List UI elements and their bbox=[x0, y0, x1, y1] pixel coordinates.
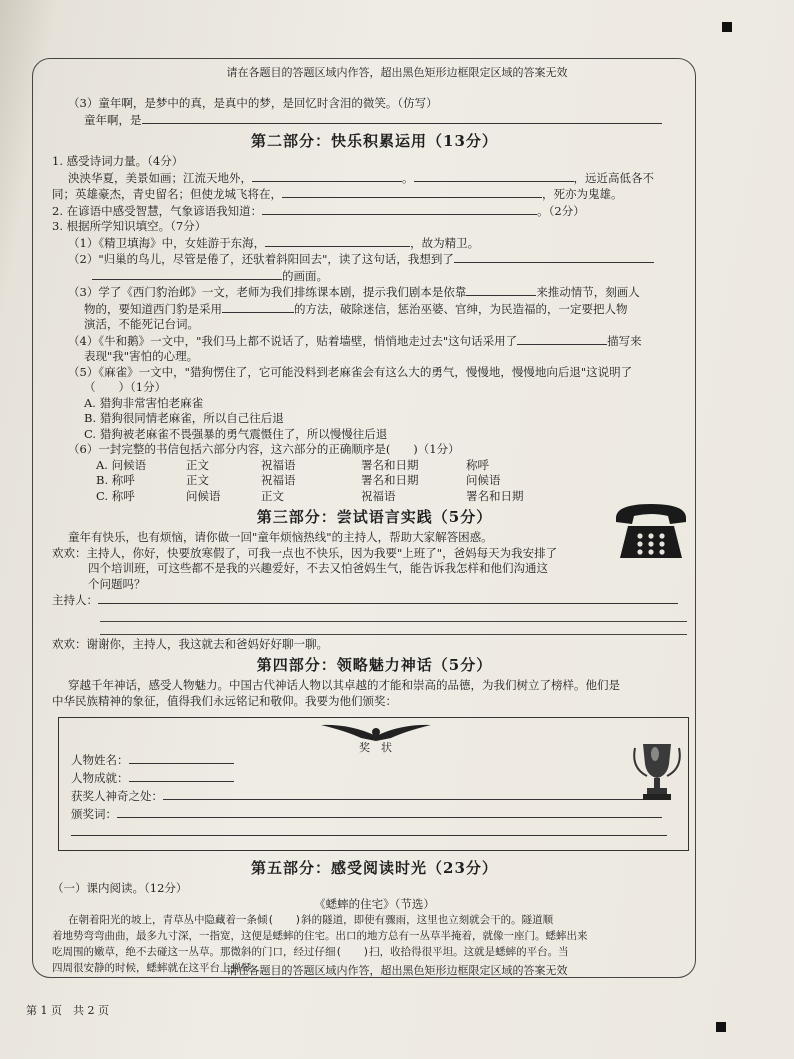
answer-blank[interactable] bbox=[92, 268, 282, 280]
p2-q1-line1 bbox=[52, 170, 697, 187]
answer-blank[interactable] bbox=[252, 170, 402, 182]
p2-q3-5-option-c: C. 猎狗被老麻雀不畏强暴的勇气震慑住了，所以慢慢往后退 bbox=[84, 426, 388, 441]
answer-blank[interactable] bbox=[454, 251, 654, 263]
answer-blank[interactable] bbox=[517, 333, 607, 345]
answer-blank[interactable] bbox=[71, 824, 667, 836]
cell: C. 称呼 bbox=[96, 488, 135, 503]
p2-q3-title: 3. 根据所学知识填空。（7分） bbox=[52, 219, 207, 233]
p3-host-label: 主持人： bbox=[52, 593, 98, 607]
text: 2. 在谚语中感受智慧，气象谚语我知道： bbox=[52, 203, 263, 218]
article-line: 着地势弯弯曲曲，最多九寸深，一指宽，这便是蟋蟀的住宅。出口的地方总有一丛草半掩着，就像一座门。蟋蟀出来 bbox=[52, 930, 588, 942]
p2-q3-6-option-c bbox=[52, 489, 697, 505]
p5-article-title: 《蟋蟀的住宅》（节选） bbox=[314, 896, 435, 911]
p3-intro: 童年有快乐，也有烦恼，请你做一回"童年烦恼热线"的主持人，帮助大家解答困惑。 bbox=[68, 530, 493, 544]
text: （3）学了《西门豹治邺》一文，老师为我们排练课本剧，提示我们剧本是依靠 bbox=[68, 285, 467, 299]
answer-blank[interactable] bbox=[466, 284, 536, 296]
p2-q3-2b bbox=[52, 268, 697, 285]
telephone-icon bbox=[612, 500, 690, 562]
answer-blank[interactable] bbox=[129, 752, 234, 764]
cell: B. 称呼 bbox=[96, 473, 135, 487]
p4-intro-2: 中华民族精神的象征，值得我们永远铭记和敬仰。我要为他们颁奖： bbox=[52, 693, 397, 708]
cell: 署名和日期 bbox=[361, 457, 419, 472]
cell: 正文 bbox=[186, 473, 209, 487]
p4-intro-1: 穿越千年神话，感受人物魅力。中国古代神话人物以其卓越的才能和崇高的品德，为我们树立了榜样。他们是 bbox=[68, 678, 620, 692]
text: ，远近高低各不 bbox=[573, 170, 654, 185]
registration-mark-bottom-right bbox=[716, 1022, 726, 1032]
p2-q3-5-option-b: B. 猎狗很同情老麻雀，所以自己往后退 bbox=[84, 411, 284, 425]
p2-q3-4c: 表现"我"害怕的心理。 bbox=[84, 349, 199, 363]
award-extra-row bbox=[71, 824, 667, 841]
cell: 祝福语 bbox=[261, 457, 296, 472]
p2-q1-title: 1. 感受诗词力量。（4分） bbox=[52, 154, 184, 168]
text: 人物成就： bbox=[71, 771, 129, 785]
text: 来推动情节，刻画人 bbox=[536, 285, 640, 299]
text: ，死亦为鬼雄。 bbox=[542, 187, 623, 201]
p2-q3-5: （5）《麻雀》一文中，"猎狗愣住了，它可能没料到老麻雀会有这么大的勇气，慢慢地，慢慢地向后退"这说明了 bbox=[68, 364, 633, 379]
notice-top: 请在各题目的答题区域内作答，超出黑色矩形边框限定区域的答案无效 bbox=[226, 66, 568, 79]
text: 。（2分） bbox=[537, 203, 585, 218]
writing-line[interactable] bbox=[100, 609, 687, 622]
cell: 正文 bbox=[186, 457, 209, 472]
p5-sub: （一）课内阅读。（12分） bbox=[52, 881, 188, 895]
article-line: 四周很安静的时候，蟋蟀就在这平台上弹琴。 bbox=[52, 962, 262, 974]
text: 同；英雄豪杰，青史留名；但使龙城飞将在， bbox=[52, 187, 282, 201]
article-line: 吃周围的嫩草，绝不去碰这一丛草。那微斜的门口，经过仔细( )扫，收拾得很平坦。这就是蟋蟀的平台。当 bbox=[52, 946, 569, 958]
answer-blank[interactable] bbox=[414, 170, 574, 182]
award-speech-row bbox=[71, 806, 662, 823]
text: （2）"归巢的鸟儿，尽管是倦了，还驮着斜阳回去"，读了这句话，我想到了 bbox=[68, 252, 454, 266]
answer-blank[interactable] bbox=[282, 186, 542, 198]
text: 的画面。 bbox=[282, 268, 328, 283]
award-achievement-row bbox=[71, 770, 234, 787]
text: （4）《牛和鹅》一文中，"我们马上都不说话了，贴着墙壁，悄悄地走过去"这句话采用了 bbox=[68, 333, 518, 348]
answer-blank[interactable] bbox=[163, 788, 658, 800]
p3-huanhuan-3: 个问题吗？ bbox=[88, 576, 146, 591]
cell: 署名和日期 bbox=[361, 473, 419, 487]
part5-title: 第五部分：感受阅读时光（23分） bbox=[251, 859, 498, 877]
registration-mark-top-right bbox=[722, 22, 732, 32]
text: 。 bbox=[402, 170, 414, 185]
part3-title: 第三部分：尝试语言实践（5分） bbox=[256, 508, 493, 526]
page-footer: 第 1 页 共 2 页 bbox=[26, 1004, 109, 1017]
cell: 祝福语 bbox=[361, 488, 396, 503]
q3-answer-line bbox=[52, 112, 697, 129]
p2-q3-3e: 演活，不能死记台词。 bbox=[84, 317, 199, 331]
text: 物的，要知道西门豹是采用 bbox=[84, 301, 222, 316]
text: 描写来 bbox=[607, 333, 642, 348]
answer-blank[interactable] bbox=[265, 235, 410, 247]
text: ，故为精卫。 bbox=[410, 235, 480, 250]
part4-title: 第四部分：领略魅力神话（5分） bbox=[256, 656, 493, 674]
cell: 正文 bbox=[261, 488, 284, 503]
q3-fangxie: （3）童年啊，是梦中的真，是真中的梦，是回忆时含泪的微笑。（仿写） bbox=[68, 96, 438, 110]
p2-q3-5-option-a: A. 猎狗非常害怕老麻雀 bbox=[84, 395, 204, 410]
article-line: 在朝着阳光的坡上，青草丛中隐藏着一条倾( )斜的隧道，即使有骤雨，这里也立刻就会干的。隧道顺 bbox=[68, 914, 554, 926]
text: （1）《精卫填海》中，女娃游于东海， bbox=[68, 235, 266, 250]
cell: 称呼 bbox=[466, 457, 489, 472]
p2-q1-line2 bbox=[52, 186, 697, 203]
q3-prefix: 童年啊，是 bbox=[84, 112, 142, 127]
cell: 问候语 bbox=[186, 488, 221, 503]
p3-huanhuan-1: 欢欢：主持人，你好，快要放寒假了，可我一点也不快乐，因为我要"上班了"，爸妈每天为我安排了 bbox=[52, 545, 558, 560]
text: 的方法，破除迷信，惩治巫婆、官绅，为民造福的，一定要把人物 bbox=[294, 301, 628, 316]
answer-blank[interactable] bbox=[129, 770, 234, 782]
text: 人物姓名： bbox=[71, 753, 129, 767]
trophy-icon bbox=[629, 738, 685, 804]
answer-blank[interactable] bbox=[262, 203, 537, 215]
writing-line[interactable] bbox=[100, 622, 687, 635]
p3-reply: 欢欢：谢谢你，主持人，我这就去和爸妈好好聊一聊。 bbox=[52, 636, 328, 651]
cell: 署名和日期 bbox=[466, 488, 524, 503]
p2-q3-3 bbox=[52, 284, 697, 301]
award-name-row bbox=[71, 752, 234, 769]
text: 泱泱华夏，美景如画；江流天地外， bbox=[68, 170, 252, 185]
answer-blank[interactable] bbox=[142, 112, 662, 124]
exam-content bbox=[52, 96, 697, 976]
answer-blank[interactable] bbox=[117, 806, 662, 818]
cell: 祝福语 bbox=[261, 473, 296, 487]
p2-q3-2 bbox=[52, 251, 697, 268]
text: 颁奖词： bbox=[71, 807, 117, 821]
p2-q3-4 bbox=[52, 333, 697, 350]
answer-blank[interactable] bbox=[98, 592, 678, 604]
p2-q3-6-option-b bbox=[52, 473, 697, 489]
p2-q3-1 bbox=[52, 235, 697, 252]
award-spirit-row bbox=[71, 788, 658, 805]
award-certificate bbox=[58, 717, 689, 851]
cell: A. 问候语 bbox=[96, 457, 147, 472]
p2-q3-6-option-a bbox=[52, 458, 697, 474]
p5-article bbox=[52, 912, 697, 976]
cell: 问候语 bbox=[466, 473, 501, 487]
answer-blank[interactable] bbox=[222, 301, 294, 313]
eagle-emblem-icon bbox=[321, 722, 431, 742]
p3-host-line bbox=[52, 592, 697, 609]
p2-q3-6: （6）一封完整的书信包括六部分内容，这六部分的正确顺序是( )（1分） bbox=[68, 442, 460, 456]
award-title: 奖 状 bbox=[359, 741, 392, 754]
p2-q2 bbox=[52, 203, 697, 220]
p2-q3-3c bbox=[52, 301, 697, 318]
p3-huanhuan-2: 四个培训班，可这些都不是我的兴趣爱好，不去又怕爸妈生气，能告诉我怎样和他们沟通这 bbox=[88, 561, 548, 575]
part2-title: 第二部分：快乐积累运用（13分） bbox=[251, 132, 498, 150]
text: 获奖人神奇之处： bbox=[71, 789, 163, 803]
p2-q3-5b: （ ）（1分） bbox=[84, 380, 167, 394]
notice-bottom: 请在各题目的答题区域内作答，超出黑色矩形边框限定区域的答案无效 bbox=[226, 964, 568, 977]
